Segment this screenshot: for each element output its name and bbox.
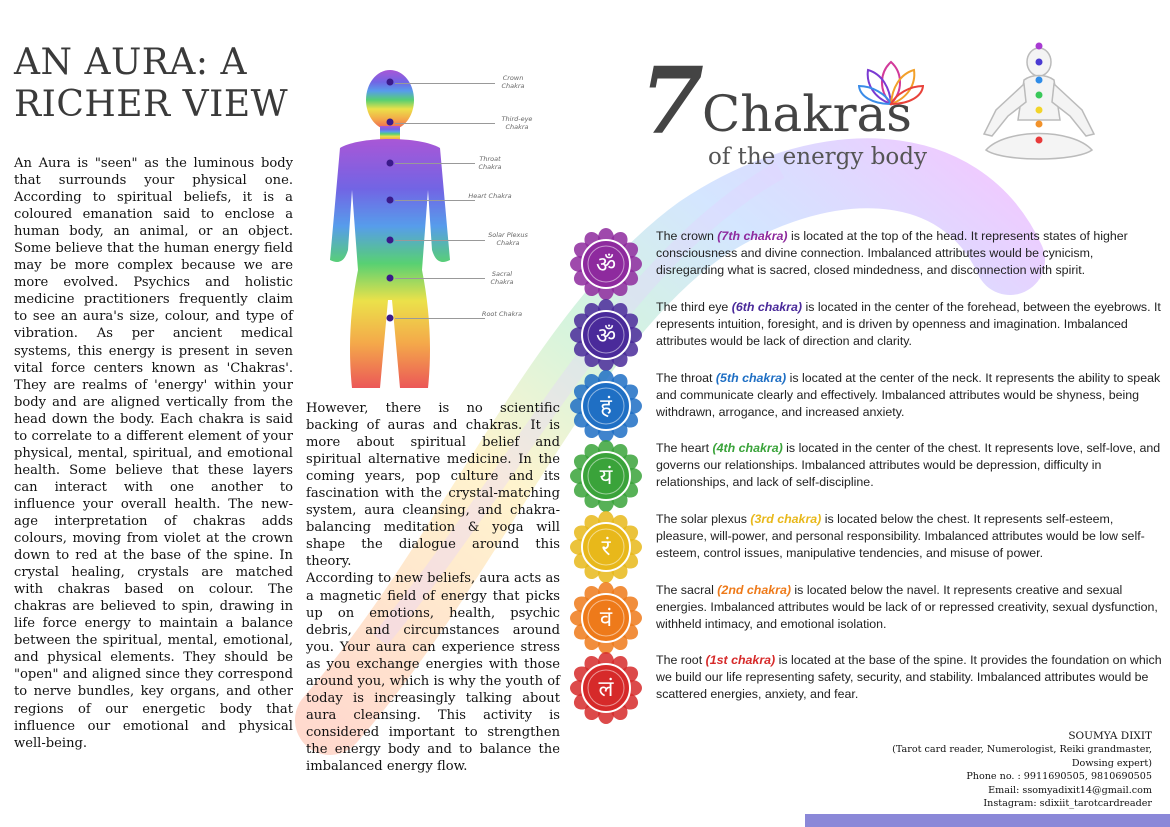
- author-instagram: Instagram: sdixiit_tarotcardreader: [983, 798, 1152, 810]
- chakra-row: [570, 299, 1170, 371]
- author-email: Email: ssomyadixit14@gmail.com: [988, 784, 1152, 796]
- brand-subtitle: of the energy body: [708, 144, 927, 170]
- svg-text:लं: लं: [598, 677, 614, 702]
- label-leader-line: [395, 200, 475, 201]
- chakra-lead: The throat: [656, 371, 716, 385]
- lotus-icon: [858, 60, 924, 106]
- chakra-row: [570, 652, 1170, 724]
- middle-paragraph: However, there is no scientific backing of auras and chakras. It is more about spiritual belief and spiritual alternative medicine. In the coming years, pop culture and its fascination with the crystal-matching system, aura cleansing, and chakra-balancing meditation & yoga will shape the dialogue around this theory.: [306, 401, 560, 570]
- chakra-body-text: is located in the center of the forehead, between the eyebrows. It represents intuition, foresight, and is driven by openness and imagination. Imbalanced attributes would be lack of direction and clarity.: [656, 300, 1161, 349]
- chakra-description: [656, 228, 1164, 280]
- figure-label-sacral: Sacral Chakra: [490, 270, 514, 286]
- figure-label-third-eye: Third-eye Chakra: [501, 115, 533, 131]
- middle-paragraph: According to new beliefs, aura acts as a magnetic field of energy that picks up on emotions, health, psychic debris, and circumstances around you. Your aura can experience stress as you exchange energies with those around you, which is why the youth of today is increasingly talking about aura cleansing. This activity is considered important to strengthen the energy body and to balance the imbalanced energy flow.: [306, 571, 560, 774]
- chakra-body-text: is located below the chest. It represents self-esteem, pleasure, will-power, and personal responsibility. Imbalanced attributes would be low self-esteem, control issues, manipulative tendencies, and misuse of power.: [656, 512, 1145, 561]
- chakra-number-highlight: (7th chakra): [717, 229, 788, 243]
- label-leader-line: [395, 163, 475, 164]
- chakra-body-text: is located at the base of the spine. It provides the foundation on which we build our life representing safety, security, and stability. Imbalanced attributes would be scattered energies, anxiety, and fear.: [656, 653, 1162, 702]
- author-name: SOUMYA DIXIT: [1068, 730, 1152, 742]
- chakra-symbol-icon: [570, 511, 642, 583]
- author-phone: Phone no. : 9911690505, 9810690505: [966, 771, 1152, 783]
- figure-label-heart: Heart Chakra: [468, 192, 512, 200]
- chakra-row: [570, 511, 1170, 583]
- chakra-body-figure: [300, 70, 460, 395]
- brand-chakras: Chakras: [702, 85, 912, 143]
- figure-label-crown: Crown Chakra: [501, 74, 525, 90]
- figure-label-solar-plexus: Solar Plexus Chakra: [488, 231, 528, 247]
- svg-text:यं: यं: [599, 465, 613, 490]
- chakra-row: [570, 228, 1170, 300]
- chakra-row: [570, 370, 1170, 442]
- chakra-row: [570, 440, 1170, 512]
- chakra-number-highlight: (1st chakra): [705, 653, 776, 667]
- chakra-symbol-icon: [570, 582, 642, 654]
- middle-article-column: [306, 400, 560, 775]
- figure-label-root: Root Chakra: [481, 310, 523, 318]
- chakra-description: [656, 299, 1164, 351]
- label-leader-line: [395, 83, 495, 84]
- footer-bar: [805, 814, 1170, 827]
- chakra-body-text: is located in the center of the chest. It represents love, self-love, and governs our relationships. Imbalanced attributes would be depression, difficulty in relationships, and lack of self-discipline.: [656, 441, 1161, 490]
- chakra-number-highlight: (5th chakra): [715, 371, 787, 385]
- chakra-lead: The heart: [656, 441, 713, 455]
- chakra-number-highlight: (4th chakra): [712, 441, 783, 455]
- chakra-description: [656, 582, 1164, 634]
- chakra-description: [656, 652, 1164, 704]
- label-leader-line: [395, 318, 485, 319]
- svg-text:वं: वं: [599, 607, 613, 632]
- chakra-symbol-icon: [570, 299, 642, 371]
- page-title: AN AURA: A RICHER VIEW: [14, 42, 289, 125]
- chakra-description: [656, 370, 1164, 422]
- author-role: (Tarot card reader, Numerologist, Reiki grandmaster, Dowsing expert): [892, 744, 1152, 769]
- svg-text:हं: हं: [600, 395, 612, 420]
- chakra-description: [656, 511, 1164, 563]
- chakra-symbol-icon: [570, 440, 642, 512]
- chakra-body-text: is located below the navel. It represents creative and sexual energies. Imbalanced attributes would be lack of or repressed creativity, sexual dysfunction, withheld intimacy, and emotional isolation.: [656, 583, 1158, 632]
- chakra-lead: The crown: [656, 229, 718, 243]
- chakra-lead: The solar plexus: [656, 512, 751, 526]
- chakra-lead: The root: [656, 653, 706, 667]
- chakra-number-highlight: (6th chakra): [731, 300, 803, 314]
- author-signature: [852, 730, 1152, 810]
- left-article-column: An Aura is "seen" as the luminous body that surrounds your physical one. According to spiritual beliefs, it is a coloured emanation said to enclose a human body, an animal, or an object. Some believe that the human energy field may be more complex because we are more evolved. Psychics and holistic medicine practitioners frequently claim to see an aura's size, colour, and type of vibration. As per ancient medical systems, this energy is present in seven vital force centers known as 'Chakras'. They are realms of 'energy' within your body and are aligned vertically from the head down the body. Each chakra is said to correlate to a different element of your physical, mental, spiritual, and emotional health. Some believe that these layers can interact with one another to influence your overall health. The new-age interpretation of chakras adds colours, moving from violet at the crown down to red at the base of the spine. In crystal healing, crystals are matched with chakras based on colour. The chakras are believed to spin, drawing in life force energy to maintain a balance between the spiritual, mental, emotional, and physical elements. They should be "open" and aligned since they correspond to nerve bundles, key organs, and other regions of our energetic body that influence our emotional and physical well-being.: [14, 156, 293, 751]
- chakra-symbol-icon: [570, 228, 642, 300]
- svg-text:ॐ: ॐ: [595, 253, 617, 278]
- chakra-description: [656, 440, 1164, 492]
- label-leader-line: [395, 123, 495, 124]
- svg-text:ॐ: ॐ: [595, 324, 617, 349]
- brand-seven: 7: [640, 47, 705, 155]
- chakra-row: [570, 582, 1170, 654]
- svg-text:रं: रं: [601, 536, 611, 561]
- chakra-lead: The sacral: [656, 583, 718, 597]
- chakra-body-text: is located at the center of the neck. It represents the ability to speak and communicate clearly and effectively. Imbalanced attributes would be shyness, being withdrawn, arrogance, and increased anxiety.: [656, 371, 1161, 420]
- meditating-figure-icon: [966, 40, 1112, 168]
- figure-label-throat: Throat Chakra: [478, 155, 502, 171]
- body-silhouette: [330, 70, 450, 388]
- chakra-number-highlight: (2nd chakra): [717, 583, 791, 597]
- label-leader-line: [395, 240, 485, 241]
- chakra-number-highlight: (3rd chakra): [750, 512, 822, 526]
- chakra-symbol-icon: [570, 652, 642, 724]
- chakra-body-text: is located at the top of the head. It represents states of higher consciousness and divine connection. Imbalanced attributes would be cynicism, disregarding what is sacred, closed mindedness, and disconnection with spirit.: [656, 229, 1128, 278]
- label-leader-line: [395, 278, 485, 279]
- chakra-symbol-icon: [570, 370, 642, 442]
- chakra-lead: The third eye: [656, 300, 732, 314]
